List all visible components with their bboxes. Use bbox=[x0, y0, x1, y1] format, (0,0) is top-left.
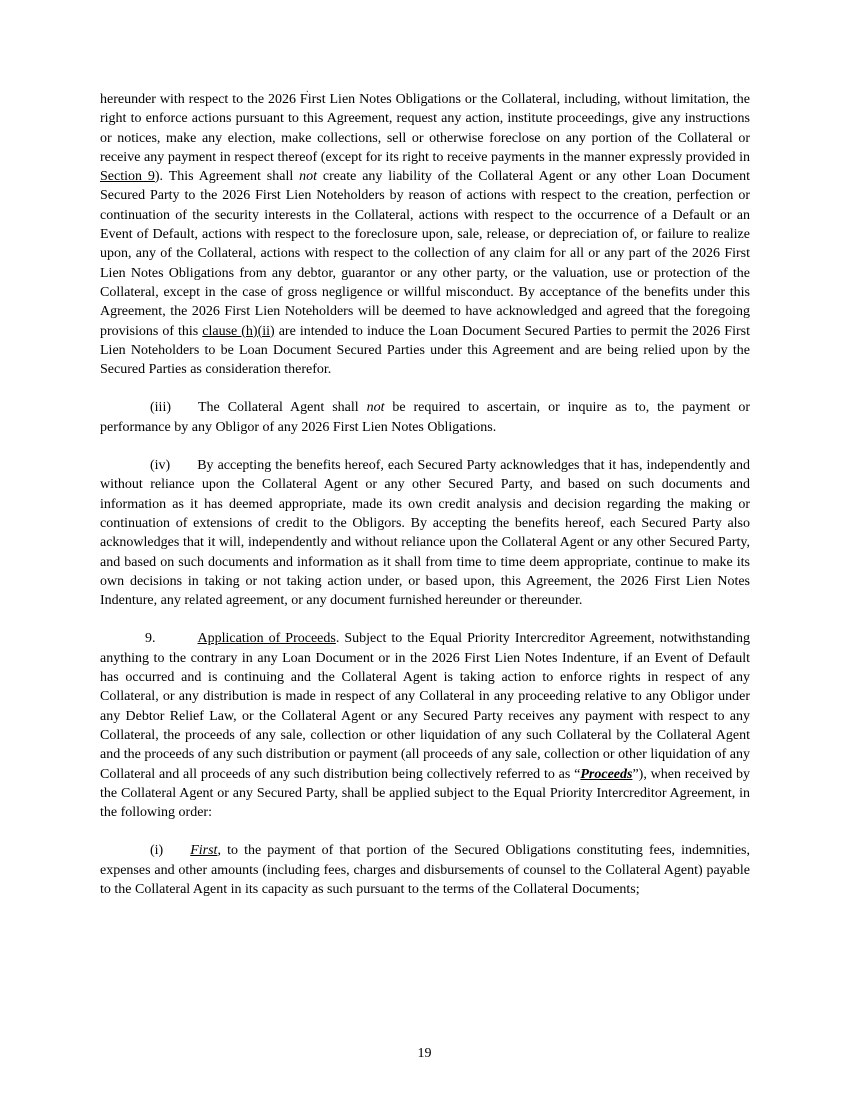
paragraph-clause-iv: (iv) By accepting the benefits hereof, each Secured Party acknowledges that it has, independently and without reliance upon the Collateral Agent or any other Secured Party, and based on such documents and information as it has deemed appropriate, made its own credit analysis and decision regarding the making or continuation of extensions of credit to the Obligors. By accepting the benefits hereof, each Secured Party also acknowledges that it will, independently and without reliance upon the Collateral Agent or any other Secured Party, and based on such documents and information as it shall from time to time deem appropriate, continue to make its own decisions in taking or not taking action under, or based upon, this Agreement, the 2026 First Lien Notes Indenture, any related agreement, or any document furnished hereunder or thereunder. bbox=[100, 458, 750, 609]
paragraph-section-9-application-of-proceeds: 9. Application of Proceeds. Subject to the Equal Priority Intercreditor Agreement, notwithstanding anything to the contrary in any Loan Document or in the 2026 First Lien Notes Indenture, if an Event of Default has occurred and is continuing and the Collateral Agent is taking action to enforce rights in respect of any Collateral, or any distribution is made in respect of any Collateral in any proceeding relative to any Obligor under any Debtor Relief Law, or the Collateral Agent or any Secured Party receives any payment with respect to any Collateral, the proceeds of any sale, collection or other liquidation of any such Collateral by the Collateral Agent and the proceeds of any such distribution or payment (all proceeds of any sale, collection or other liquidation of any Collateral and all proceeds of any such distribution being collectively referred to as “Proceeds”), when received by the Collateral Agent or any Secured Party, shall be applied subject to the Equal Priority Intercreditor Agreement, in the following order: bbox=[100, 631, 751, 821]
paragraph-clause-i-first: (i) First, to the payment of that portion of the Secured Obligations constituting fees, indemnities, expenses and other amounts (including fees, charges and disbursements of counsel to the Collateral Agent) payable to the Collateral Agent in its capacity as such pursuant to the terms of the Collateral Documents; bbox=[100, 843, 750, 897]
paragraph-clause-iii: (iii) The Collateral Agent shall not be required to ascertain, or inquire as to, the payment or performance by any Obligor of any 2026 First Lien Notes Obligations. bbox=[100, 400, 750, 435]
stray-scan-mark: . bbox=[306, 83, 309, 95]
paragraph-clause-h-ii-continuation: hereunder with respect to the 2026 First Lien Notes Obligations or the Collateral, including, without limitation, the right to enforce actions pursuant to this Agreement, request any action, institute proceedings, give any instructions or notices, make any election, make collections, sell or otherwise foreclose on any portion of the Collateral or receive any payment in respect thereof (except for its right to receive payments in the manner expressly provided in Section 9). This Agreement shall not create any liability of the Collateral Agent or any other Loan Document Secured Party to the 2026 First Lien Noteholders by reason of actions with respect to the creation, perfection or continuation of the security interests in the Collateral, actions with respect to the occurrence of a Default or an Event of Default, actions with respect to the foreclosure upon, sale, release, or depreciation of, or failure to realize upon, any of the Collateral, actions with respect to the collection of any claim for all or any part of the 2026 First Lien Notes Obligations from any debtor, guarantor or any other party, or the valuation, use or protection of the Collateral, except in the case of gross negligence or willful misconduct. By acceptance of the benefits under this Agreement, the 2026 First Lien Noteholders will be deemed to have acknowledged and agreed that the foregoing provisions of this clause (h)(ii) are intended to induce the Loan Document Secured Parties to permit the 2026 First Lien Noteholders to be Loan Document Secured Parties under this Agreement and are being relied upon by the Secured Parties as consideration therefor. bbox=[100, 92, 750, 378]
page-number: 19 bbox=[417, 1046, 432, 1061]
